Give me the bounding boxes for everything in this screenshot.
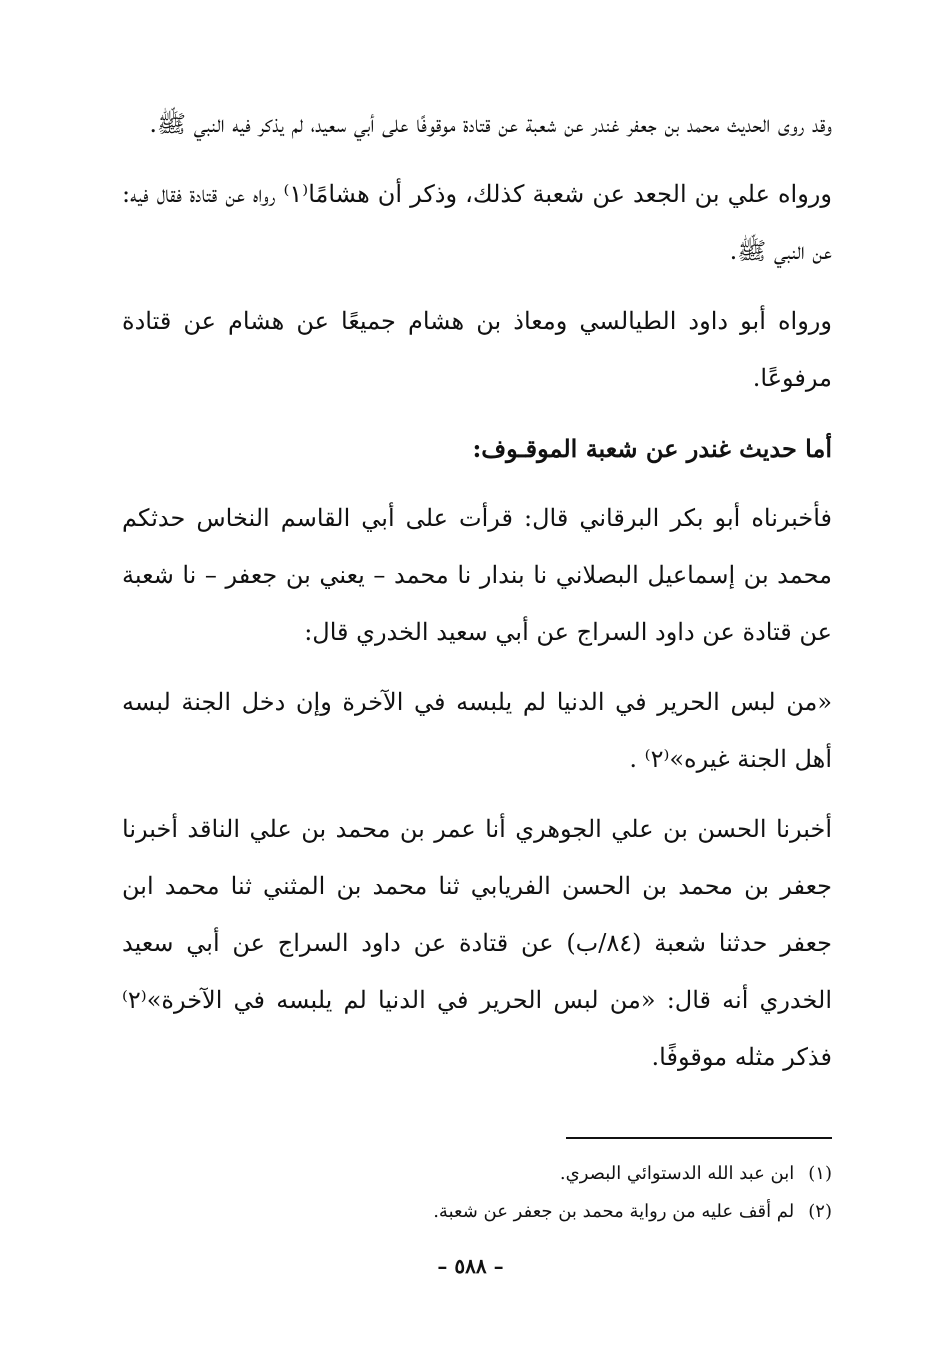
paragraph-5: «من لبس الحرير في الدنيا لم يلبسه في الآخرة وإن دخل الجنة لبسه أهل الجنة غيره»⁽٢⁾ . <box>122 688 832 773</box>
paragraph-4: فأخبرناه أبو بكر البرقاني قال: قرأت على أبي القاسم النخاس حدثكم محمد بن إسماعيل البصلاني نا بندار نا محمد – يعني بن جعفر – نا شعبة عن قتادة عن داود السراج عن أبي سعيد الخدري قال: <box>122 504 833 646</box>
footnote-text: لم أقف عليه من رواية محمد بن جعفر عن شعبة. <box>433 1201 795 1222</box>
page-number: – ٥٨٨ – <box>437 1254 504 1278</box>
paragraph-2: ورواه علي بن الجعد عن شعبة كذلك، وذكر أن هشامًا⁽١⁾ رواه عن قتادة فقال فيه: عن النبي ﷺ. <box>122 180 832 265</box>
footnotes <box>300 1155 832 1231</box>
section-heading: أما حديث غندر عن شعبة الموقـوف: <box>472 434 832 463</box>
footnote-divider <box>566 1137 832 1139</box>
paragraph-3: ورواه أبو داود الطيالسي ومعاذ بن هشام جميعًا عن هشام عن قتادة مرفوعًا. <box>122 307 832 392</box>
main-text <box>122 96 832 1099</box>
footnote-1 <box>300 1155 832 1193</box>
footnote-text: ابن عبد الله الدستوائي البصري. <box>559 1163 795 1184</box>
footnote-number: (١) <box>808 1163 832 1184</box>
paragraph-6: أخبرنا الحسن بن علي الجوهري أنا عمر بن محمد بن علي الناقد أخبرنا جعفر بن محمد بن الحسن الفريابي ثنا محمد بن المثني ثنا محمد ابن جعفر حدثنا شعبة (٨٤/ب) عن قتادة عن داود السراج عن أبي سعيد الخدري أنه قال: «من لبس الحرير في الدنيا لم يلبسه في الآخرة»⁽٢⁾ فذكر مثله موقوفًا. <box>122 815 833 1071</box>
paragraph-1: وقد روى الحديث محمد بن جعفر غندر عن شعبة عن قتادة موقوفًا على أبي سعيد، لم يذكر فيه النبي ﷺ. <box>149 110 832 138</box>
footnote-2 <box>300 1193 832 1231</box>
footnote-number: (٢) <box>808 1201 832 1222</box>
